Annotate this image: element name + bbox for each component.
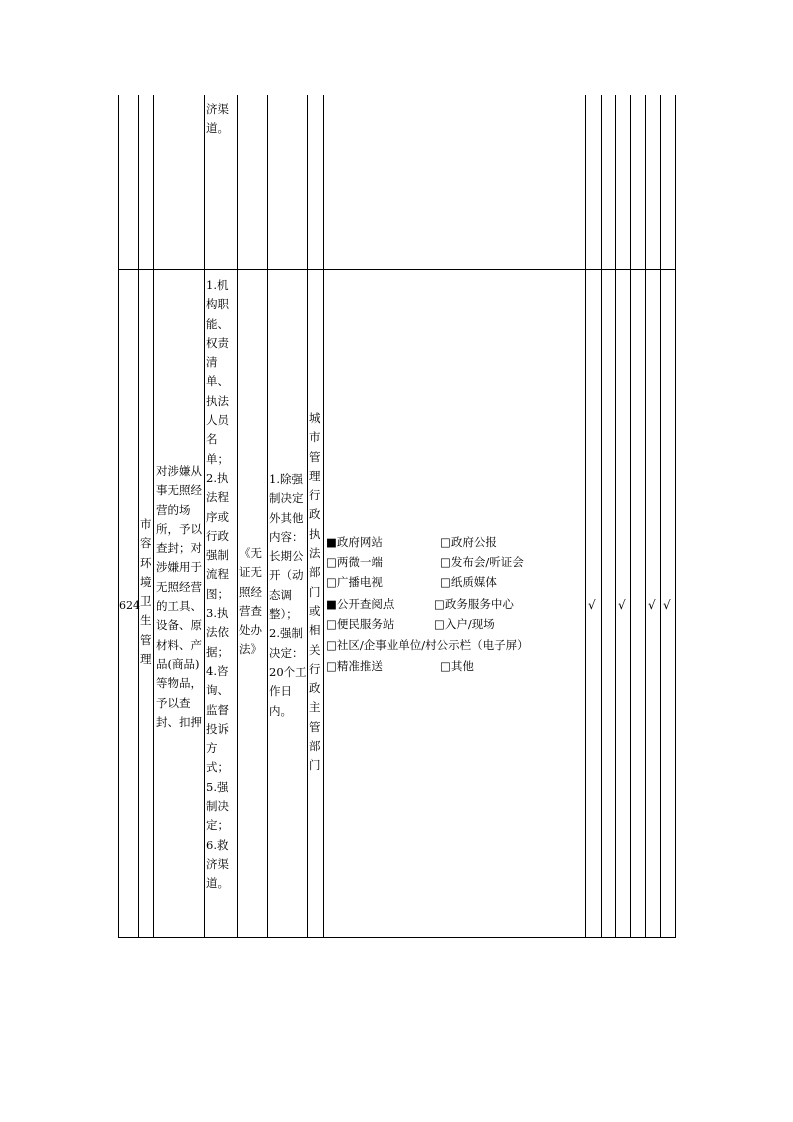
- time-limit-cell: 1.除强 制决定 外其他 内容： 长期公 开（动 态调 整）； 2.强制 决定： 20个工 作日 内。: [269, 472, 307, 718]
- channel-option: □纸质媒体: [440, 575, 497, 589]
- channel-option: □入户/现场: [434, 617, 495, 631]
- row-index: 624: [119, 599, 140, 612]
- channel-option: □其他: [440, 659, 474, 673]
- channel-option: ■公开查阅点: [326, 597, 395, 611]
- channel-option: □社区/企事业单位/村公示栏（电子屏）: [326, 638, 529, 652]
- channel-option: □政务服务中心: [434, 597, 514, 611]
- channel-option: □广播电视: [326, 575, 383, 589]
- channel-option: □发布会/听证会: [440, 555, 524, 569]
- channel-option: □便民服务站: [326, 617, 395, 631]
- prev-row-guide-tail: 济渠 道。: [206, 102, 229, 135]
- channel-option: □精准推送: [326, 659, 383, 673]
- guide-cell: 1.机 构职 能、 权责 清 单、 执法 人员 名 单； 2.执 法程 序或 行政 强制 流程 图； 3.执 法依 据； 4.咨 询、 监督 投诉 方 式； 5.强 制决 定； 6.救 济渠 道。: [206, 278, 229, 891]
- channel-option: □政府公报: [440, 535, 497, 549]
- matter-cell: 对涉嫌从 事无照经 营的场 所，予以 查封；对 涉嫌用于 无照经营 的工具、 设备、原 材料、产 品(商品) 等物品， 予以查 封、扣押: [156, 464, 202, 729]
- basis-cell: 《无 证无 照经 营查 处办 法》: [239, 546, 262, 657]
- check-mark: √: [663, 598, 671, 612]
- subject-cell: 城 市 管 理 行 政 执 法 部 门 或 相 关 行 政 主 管 部 门: [309, 411, 321, 773]
- department-cell: 市 容 环 境 卫 生 管 理: [140, 517, 152, 667]
- check-mark: √: [648, 598, 656, 612]
- check-mark: √: [618, 598, 626, 612]
- channel-option: □两微一端: [326, 555, 383, 569]
- check-mark: √: [588, 598, 596, 612]
- channel-option: ■政府网站: [326, 535, 383, 549]
